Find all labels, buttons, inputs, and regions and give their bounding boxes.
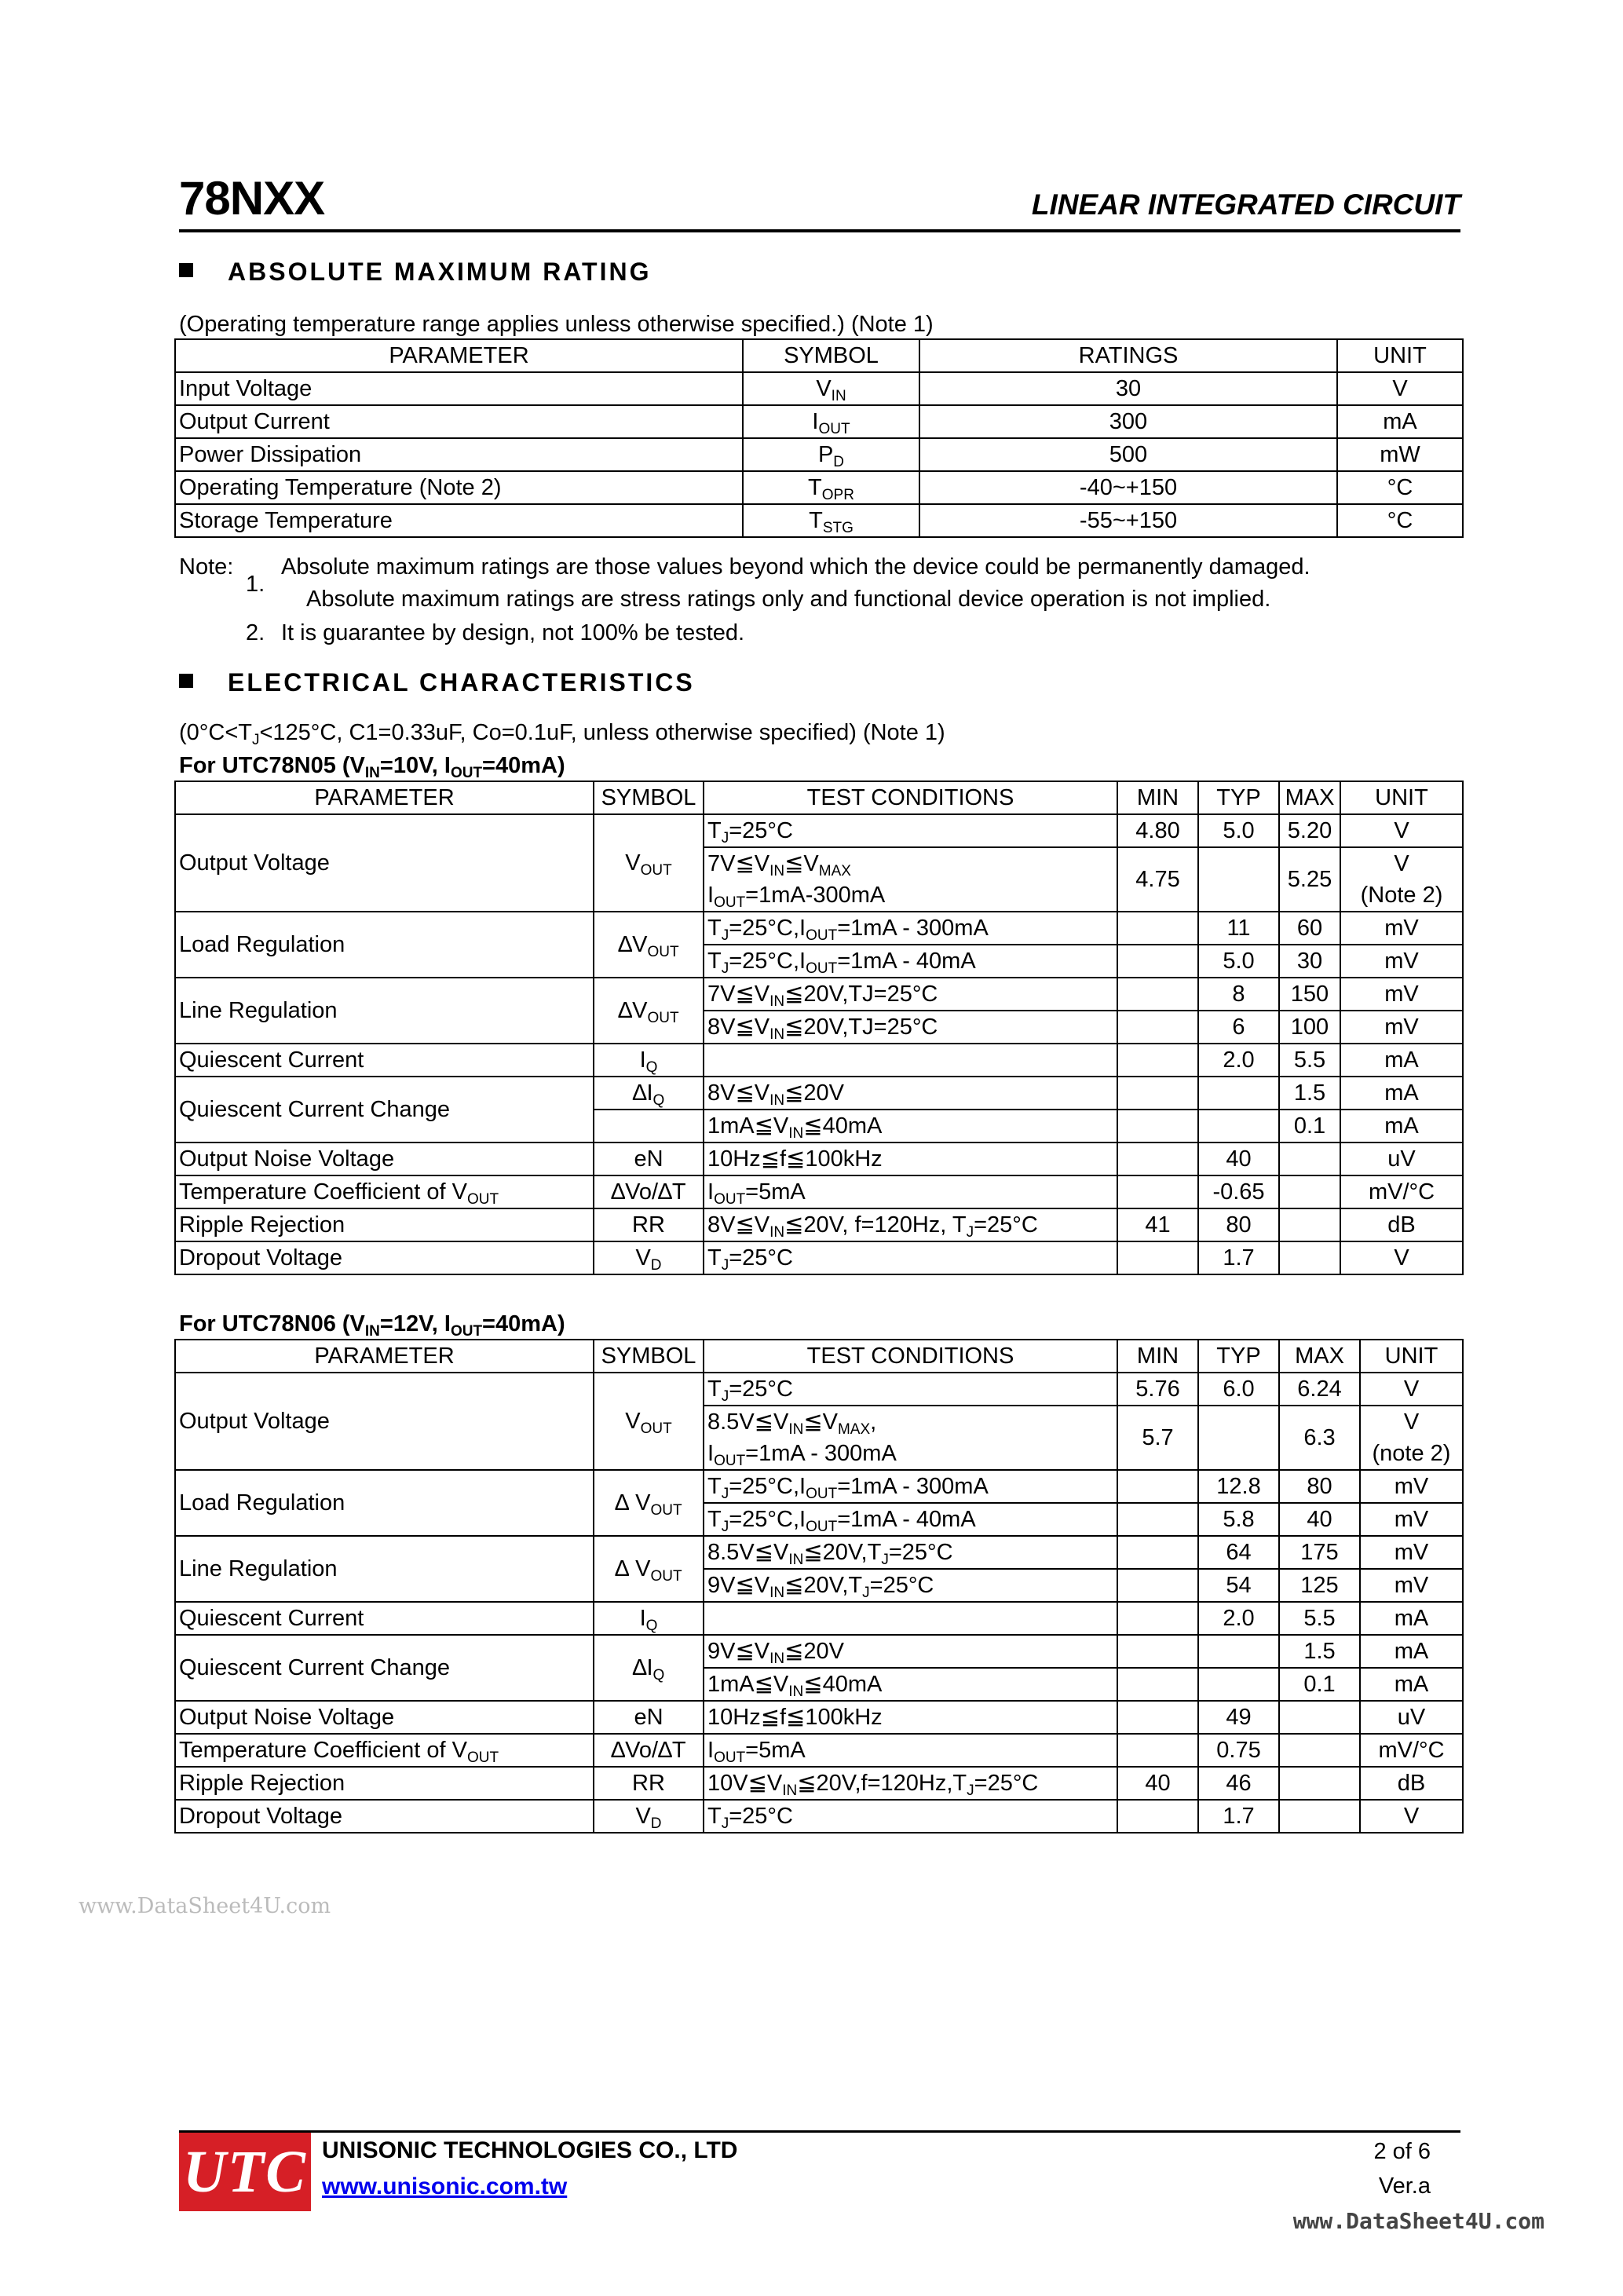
table-header-row: PARAMETER SYMBOL TEST CONDITIONS MIN TYP MAX UNIT <box>175 781 1463 814</box>
table-row: Dropout Voltage $V_D$ $T_J=25^\circ C$ 1.7 V <box>175 1800 1463 1833</box>
note2-text: It is guarantee by design, not 100% be tested. <box>281 620 745 645</box>
square-bullet-icon <box>179 263 193 277</box>
t2-heading: For UTC78N06 ($V_{IN}=12V$, $I_{OUT}=40mA$) <box>179 1311 565 1340</box>
table-header-row <box>175 339 1463 372</box>
table-row: $8V≦V_{IN}≦20V,TJ=25^\circ C$ 6 100 mV <box>175 1011 1463 1044</box>
table-row: Quiescent Current Change $\Delta I_Q$ $9V≦V_{IN}≦20V$ 1.5 mA <box>175 1635 1463 1668</box>
note-label: Note: <box>179 554 234 579</box>
table-row: Storage Temperature $T_{STG}$ -55~+150 °C <box>175 504 1463 537</box>
utc-logo: UTC <box>179 2133 311 2211</box>
header-rule <box>179 229 1460 232</box>
ec-table-78n06 <box>174 1339 1464 1834</box>
table-row: Ripple Rejection RR $10V≦V_{IN}≦20V,f=120Hz,T_J=25^\circ C$ 40 46 dB <box>175 1767 1463 1800</box>
table-row: Output Voltage $V_{OUT}$ $T_J=25^\circ C$ 4.80 5.0 5.20 V <box>175 814 1463 847</box>
amr-subtitle: (Operating temperature range applies unless otherwise specified.) (Note 1) <box>179 312 934 337</box>
table-row: Input Voltage $V_{IN}$ 30 V <box>175 372 1463 405</box>
ec-conditions: ($0^\circ C<T_J<125^\circ C$, C1=0.33uF, Co=0.1uF, unless otherwise specified) (Note 1) <box>179 720 945 748</box>
header-parameter: PARAMETER <box>175 339 743 372</box>
square-bullet-icon <box>179 674 193 688</box>
footer-rule <box>179 2130 1460 2133</box>
company-url-link[interactable]: www.unisonic.com.tw <box>322 2174 568 2199</box>
note1-text-b: Absolute maximum ratings are stress ratings only and functional device operation is not implied. <box>306 587 1271 612</box>
table-row: Operating Temperature (Note 2) $T_{OPR}$ -40~+150 °C <box>175 471 1463 504</box>
table-row: $T_J=25^\circ C,I_{OUT}=1mA - 40mA$ 5.0 30 mV <box>175 945 1463 978</box>
table-row: $1mA≦V_{IN}≦40mA$ 0.1 mA <box>175 1668 1463 1701</box>
note2-number: 2. <box>246 620 265 645</box>
table-row: Quiescent Current $I_Q$ 2.0 5.5 mA <box>175 1602 1463 1635</box>
table-row: Dropout Voltage $V_D$ $T_J=25^\circ C$ 1.7 V <box>175 1241 1463 1274</box>
note1-number: 1. <box>246 572 265 597</box>
table-row: Output Voltage $V_{OUT}$ $T_J=25^\circ C$ 5.76 6.0 6.24 V <box>175 1373 1463 1406</box>
part-number: 78NXX <box>179 172 325 225</box>
table-row: Output Noise Voltage eN 10Hz≦f≦100kHz 49 uV <box>175 1701 1463 1734</box>
header-symbol: SYMBOL <box>743 339 919 372</box>
table-row: Temperature Coefficient of $V_{OUT}$ ∆Vo/∆T $I_{OUT}=5mA$ -0.65 mV/°C <box>175 1175 1463 1208</box>
table-row: Load Regulation $\Delta V_{OUT}$ $T_J=25^\circ C,I_{OUT}=1mA - 300mA$ 11 60 mV <box>175 912 1463 945</box>
table-row: Power Dissipation $P_D$ 500 mW <box>175 438 1463 471</box>
table-header-row: PARAMETER SYMBOL TEST CONDITIONS MIN TYP MAX UNIT <box>175 1340 1463 1373</box>
amr-table <box>174 338 1464 538</box>
header-unit: UNIT <box>1337 339 1463 372</box>
table-row: $I_{OUT}=1mA-300mA$ (Note 2) <box>175 879 1463 912</box>
table-row: Output Noise Voltage eN 10Hz≦f≦100kHz 40 uV <box>175 1143 1463 1175</box>
table-row: Output Current $I_{OUT}$ 300 mA <box>175 405 1463 438</box>
table-row: Quiescent Current $I_Q$ 2.0 5.5 mA <box>175 1044 1463 1077</box>
table-row: $8.5V≦V_{IN}≦V_{MAX}$, 5.7 6.3 V <box>175 1406 1463 1438</box>
table-row: $7V≦V_{IN}≦V_{MAX}$ 4.75 5.25 V <box>175 847 1463 879</box>
table-row: Line Regulation ∆ $V_{OUT}$ $8.5V≦V_{IN}≦20V,T_J=25^\circ C$ 64 175 mV <box>175 1536 1463 1569</box>
table-row: Ripple Rejection RR $8V≦V_{IN}≦20V$, f=120Hz, $T_J=25^\circ C$ 41 80 dB <box>175 1208 1463 1241</box>
version-label: Ver.a <box>1378 2174 1431 2199</box>
table-row: $1mA≦V_{IN}≦40mA$ 0.1 mA <box>175 1110 1463 1143</box>
company-name: UNISONIC TECHNOLOGIES CO., LTD <box>322 2137 738 2163</box>
table-row: $9V≦V_{IN}≦20V,T_J=25^\circ C$ 54 125 mV <box>175 1569 1463 1602</box>
table-row: Load Regulation ∆ $V_{OUT}$ $T_J=25^\circ C,I_{OUT}=1mA - 300mA$ 12.8 80 mV <box>175 1470 1463 1503</box>
table-row: Quiescent Current Change $\Delta I_Q$ $8V≦V_{IN}≦20V$ 1.5 mA <box>175 1077 1463 1110</box>
t1-heading: For UTC78N05 ($V_{IN}=10V$, $I_{OUT}=40mA$) <box>179 753 565 781</box>
table-row: Temperature Coefficient of $V_{OUT}$ ∆Vo/∆T $I_{OUT}=5mA$ 0.75 mV/°C <box>175 1734 1463 1767</box>
note1-text-a: Absolute maximum ratings are those values beyond which the device could be permanently damaged. <box>281 554 1310 579</box>
table-row: $T_J=25^\circ C,I_{OUT}=1mA - 40mA$ 5.8 40 mV <box>175 1503 1463 1536</box>
table-row: $I_{OUT}=1mA - 300mA$ (note 2) <box>175 1438 1463 1470</box>
page-number: 2 of 6 <box>1373 2139 1431 2164</box>
table-row: Line Regulation $\Delta V_{OUT}$ $7V≦V_{IN}≦20V,TJ=25^\circ C$ 8 150 mV <box>175 978 1463 1011</box>
ec-section-title: ELECTRICAL CHARACTERISTICS <box>179 668 695 697</box>
ec-table-78n05 <box>174 781 1464 1275</box>
document-type: LINEAR INTEGRATED CIRCUIT <box>1031 188 1460 221</box>
watermark-text: www.DataSheet4U.com <box>79 1894 331 1918</box>
amr-section-title: ABSOLUTE MAXIMUM RATING <box>179 258 651 287</box>
footer-watermark: www.DataSheet4U.com <box>1292 2208 1544 2234</box>
header-ratings: RATINGS <box>919 339 1337 372</box>
